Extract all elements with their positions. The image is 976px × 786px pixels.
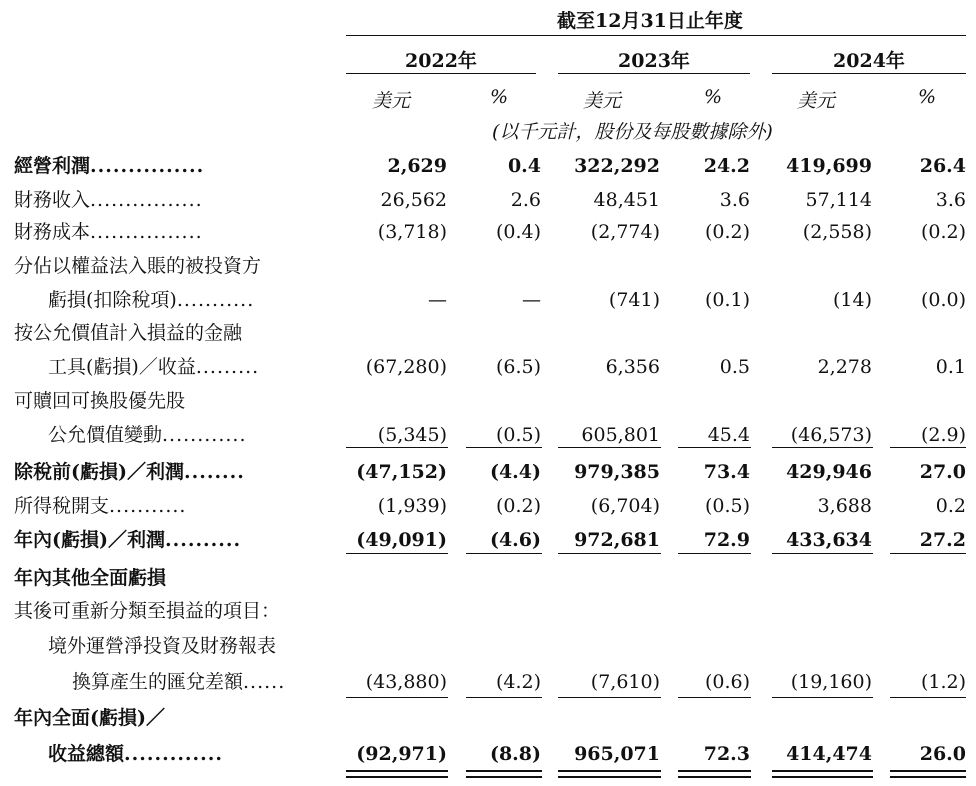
cell-value: 6,356 [605,356,660,378]
subtotal-rule [558,447,661,448]
row-label-text: 財務收入 [14,189,91,211]
leader-dots: ........... [176,289,255,311]
cell-value: 2,629 [387,155,447,177]
row-label [14,321,242,345]
subtotal-rule [772,697,873,698]
cell-value: (741) [608,289,660,311]
subtotal-rule [890,697,966,698]
cell-value: (0.5) [704,495,750,517]
row-label [14,254,261,278]
year-header-2022: 2022年 [405,50,477,72]
subtotal-rule [346,447,448,448]
row-label [14,599,280,623]
row-label-text: 收益總額 [48,743,125,765]
unit-pct-2023: % [704,86,723,108]
subtotal-rule [346,553,448,554]
total-rule-upper [466,770,542,772]
cell-value: (49,091) [356,529,447,551]
subtotal-rule [346,697,448,698]
row-label [14,528,241,552]
unit-note: (以千元計，股份及每股數據除外) [492,121,773,143]
unit-usd-2023: 美元 [583,90,622,112]
total-rule-lower [678,776,751,778]
cell-value: (4.2) [495,671,541,693]
row-label-text: 財務成本 [14,221,91,243]
leader-dots: ......... [195,356,260,378]
period-header: 截至12月31日止年度 [557,10,743,32]
cell-value: 0.2 [935,495,966,517]
row-label-text: 工具(虧損)／收益 [48,356,196,378]
total-rule-upper [678,770,751,772]
cell-value: 419,699 [786,155,872,177]
year-rule-2024 [772,73,966,74]
year-rule-2022 [346,73,536,74]
cell-value: (7,610) [590,671,660,693]
cell-value: (92,971) [356,743,447,765]
leader-dots: ........... [109,495,187,517]
cell-value: 322,292 [574,155,660,177]
row-label-text: 除稅前(虧損)／利潤 [14,461,184,483]
subtotal-rule [558,553,661,554]
unit-usd-2022: 美元 [372,90,411,112]
row-label-text: 經營利潤 [14,155,91,177]
cell-value: 26.0 [919,743,966,765]
row-label [14,188,203,212]
leader-dots: ............. [124,743,224,765]
cell-value: (43,880) [365,671,447,693]
cell-value: (8.8) [489,743,541,765]
cell-value: (47,152) [356,461,447,483]
subtotal-rule [890,553,966,554]
row-label-text: 境外運營淨投資及財務報表 [48,635,277,657]
row-label-text: 按公允價值計入損益的金融 [14,322,243,344]
cell-value: 979,385 [574,461,660,483]
subtotal-rule [772,447,873,448]
leader-dots: ................ [90,221,203,243]
total-rule-lower [558,776,661,778]
cell-value: (0.6) [704,671,750,693]
cell-value: (4.4) [489,461,541,483]
row-label-text: 其後可重新分類至損益的項目： [14,600,281,622]
cell-value: 0.1 [935,356,966,378]
cell-value: (0.2) [920,221,966,243]
row-label [48,634,276,658]
row-label-text: 換算產生的匯兌差額 [72,671,244,693]
total-rule-upper [346,770,448,772]
cell-value: 3,688 [817,495,872,517]
cell-value: (19,160) [790,671,872,693]
row-label-text: 公允價值變動 [48,424,163,446]
cell-value: (2,774) [590,221,660,243]
unit-usd-2024: 美元 [797,90,836,112]
row-label-text: 可贖回可換股優先股 [14,390,186,412]
row-label-text: 分佔以權益法入賬的被投資方 [14,255,262,277]
cell-value: 414,474 [786,743,872,765]
cell-value: (46,573) [790,424,872,446]
cell-value: (1.2) [920,671,966,693]
cell-value: 45.4 [707,424,750,446]
cell-value: 965,071 [574,743,660,765]
row-label-text: 所得稅開支 [14,495,110,517]
cell-value: 972,681 [574,529,660,551]
row-label [48,288,254,312]
cell-value: — [428,289,447,311]
row-label [72,670,285,694]
cell-value: (2.9) [920,424,966,446]
cell-value: (6.5) [495,356,541,378]
row-label [14,154,204,178]
unit-pct-2024: % [918,86,937,108]
unit-pct-2022: % [490,86,509,108]
leader-dots: ............ [162,424,247,446]
year-rule-2023 [558,73,750,74]
cell-value: 3.6 [935,189,966,211]
cell-value: 27.2 [919,529,966,551]
subtotal-rule [772,553,873,554]
year-header-2023: 2023年 [618,50,690,72]
total-rule-lower [772,776,873,778]
cell-value: (0.0) [920,289,966,311]
cell-value: 73.4 [703,461,750,483]
cell-value: (3,718) [377,221,447,243]
row-label-text: 虧損(扣除稅項) [48,289,177,311]
subtotal-rule [466,697,542,698]
total-rule-lower [346,776,448,778]
cell-value: 2,278 [817,356,872,378]
total-rule-lower [466,776,542,778]
row-label [48,742,223,766]
row-label-text: 年內其他全面虧損 [14,567,167,589]
total-rule-lower [890,776,966,778]
cell-value: (6,704) [590,495,660,517]
cell-value: 2.6 [510,189,541,211]
cell-value: (5,345) [377,424,447,446]
period-rule [346,35,966,36]
cell-value: 605,801 [581,424,660,446]
subtotal-rule [678,697,751,698]
row-label [14,706,165,730]
row-label [48,423,247,447]
subtotal-rule [678,553,751,554]
cell-value: 48,451 [593,189,660,211]
cell-value: 72.3 [703,743,750,765]
cell-value: 429,946 [786,461,872,483]
subtotal-rule [466,447,542,448]
cell-value: 72.9 [703,529,750,551]
leader-dots: ............... [90,155,205,177]
row-label [14,220,203,244]
cell-value: (2,558) [802,221,872,243]
row-label-text: 年內(虧損)／利潤 [14,529,165,551]
total-rule-upper [558,770,661,772]
cell-value: (0.1) [704,289,750,311]
leader-dots: ........ [183,461,245,483]
cell-value: 24.2 [703,155,750,177]
cell-value: 26,562 [380,189,447,211]
cell-value: 433,634 [786,529,872,551]
row-label [48,355,259,379]
cell-value: (0.2) [495,495,541,517]
cell-value: 0.5 [719,356,750,378]
subtotal-rule [678,447,751,448]
row-label-text: 年內全面(虧損)／ [14,707,165,729]
cell-value: 0.4 [507,155,541,177]
cell-value: 27.0 [919,461,966,483]
row-label [14,494,186,518]
leader-dots: ...... [243,671,286,693]
cell-value: (0.4) [495,221,541,243]
subtotal-rule [558,697,661,698]
leader-dots: .......... [164,529,242,551]
year-header-2024: 2024年 [833,50,905,72]
leader-dots: ................ [90,189,203,211]
cell-value: (4.6) [489,529,541,551]
subtotal-rule [466,553,542,554]
cell-value: (67,280) [365,356,447,378]
row-label [14,566,166,590]
total-rule-upper [772,770,873,772]
row-label [14,460,245,484]
cell-value: (0.5) [495,424,541,446]
cell-value: (14) [832,289,872,311]
cell-value: (1,939) [377,495,447,517]
cell-value: 57,114 [805,189,872,211]
cell-value: 3.6 [719,189,750,211]
cell-value: (0.2) [704,221,750,243]
row-label [14,389,185,413]
cell-value: 26.4 [919,155,966,177]
subtotal-rule [890,447,966,448]
cell-value: — [522,289,541,311]
total-rule-upper [890,770,966,772]
